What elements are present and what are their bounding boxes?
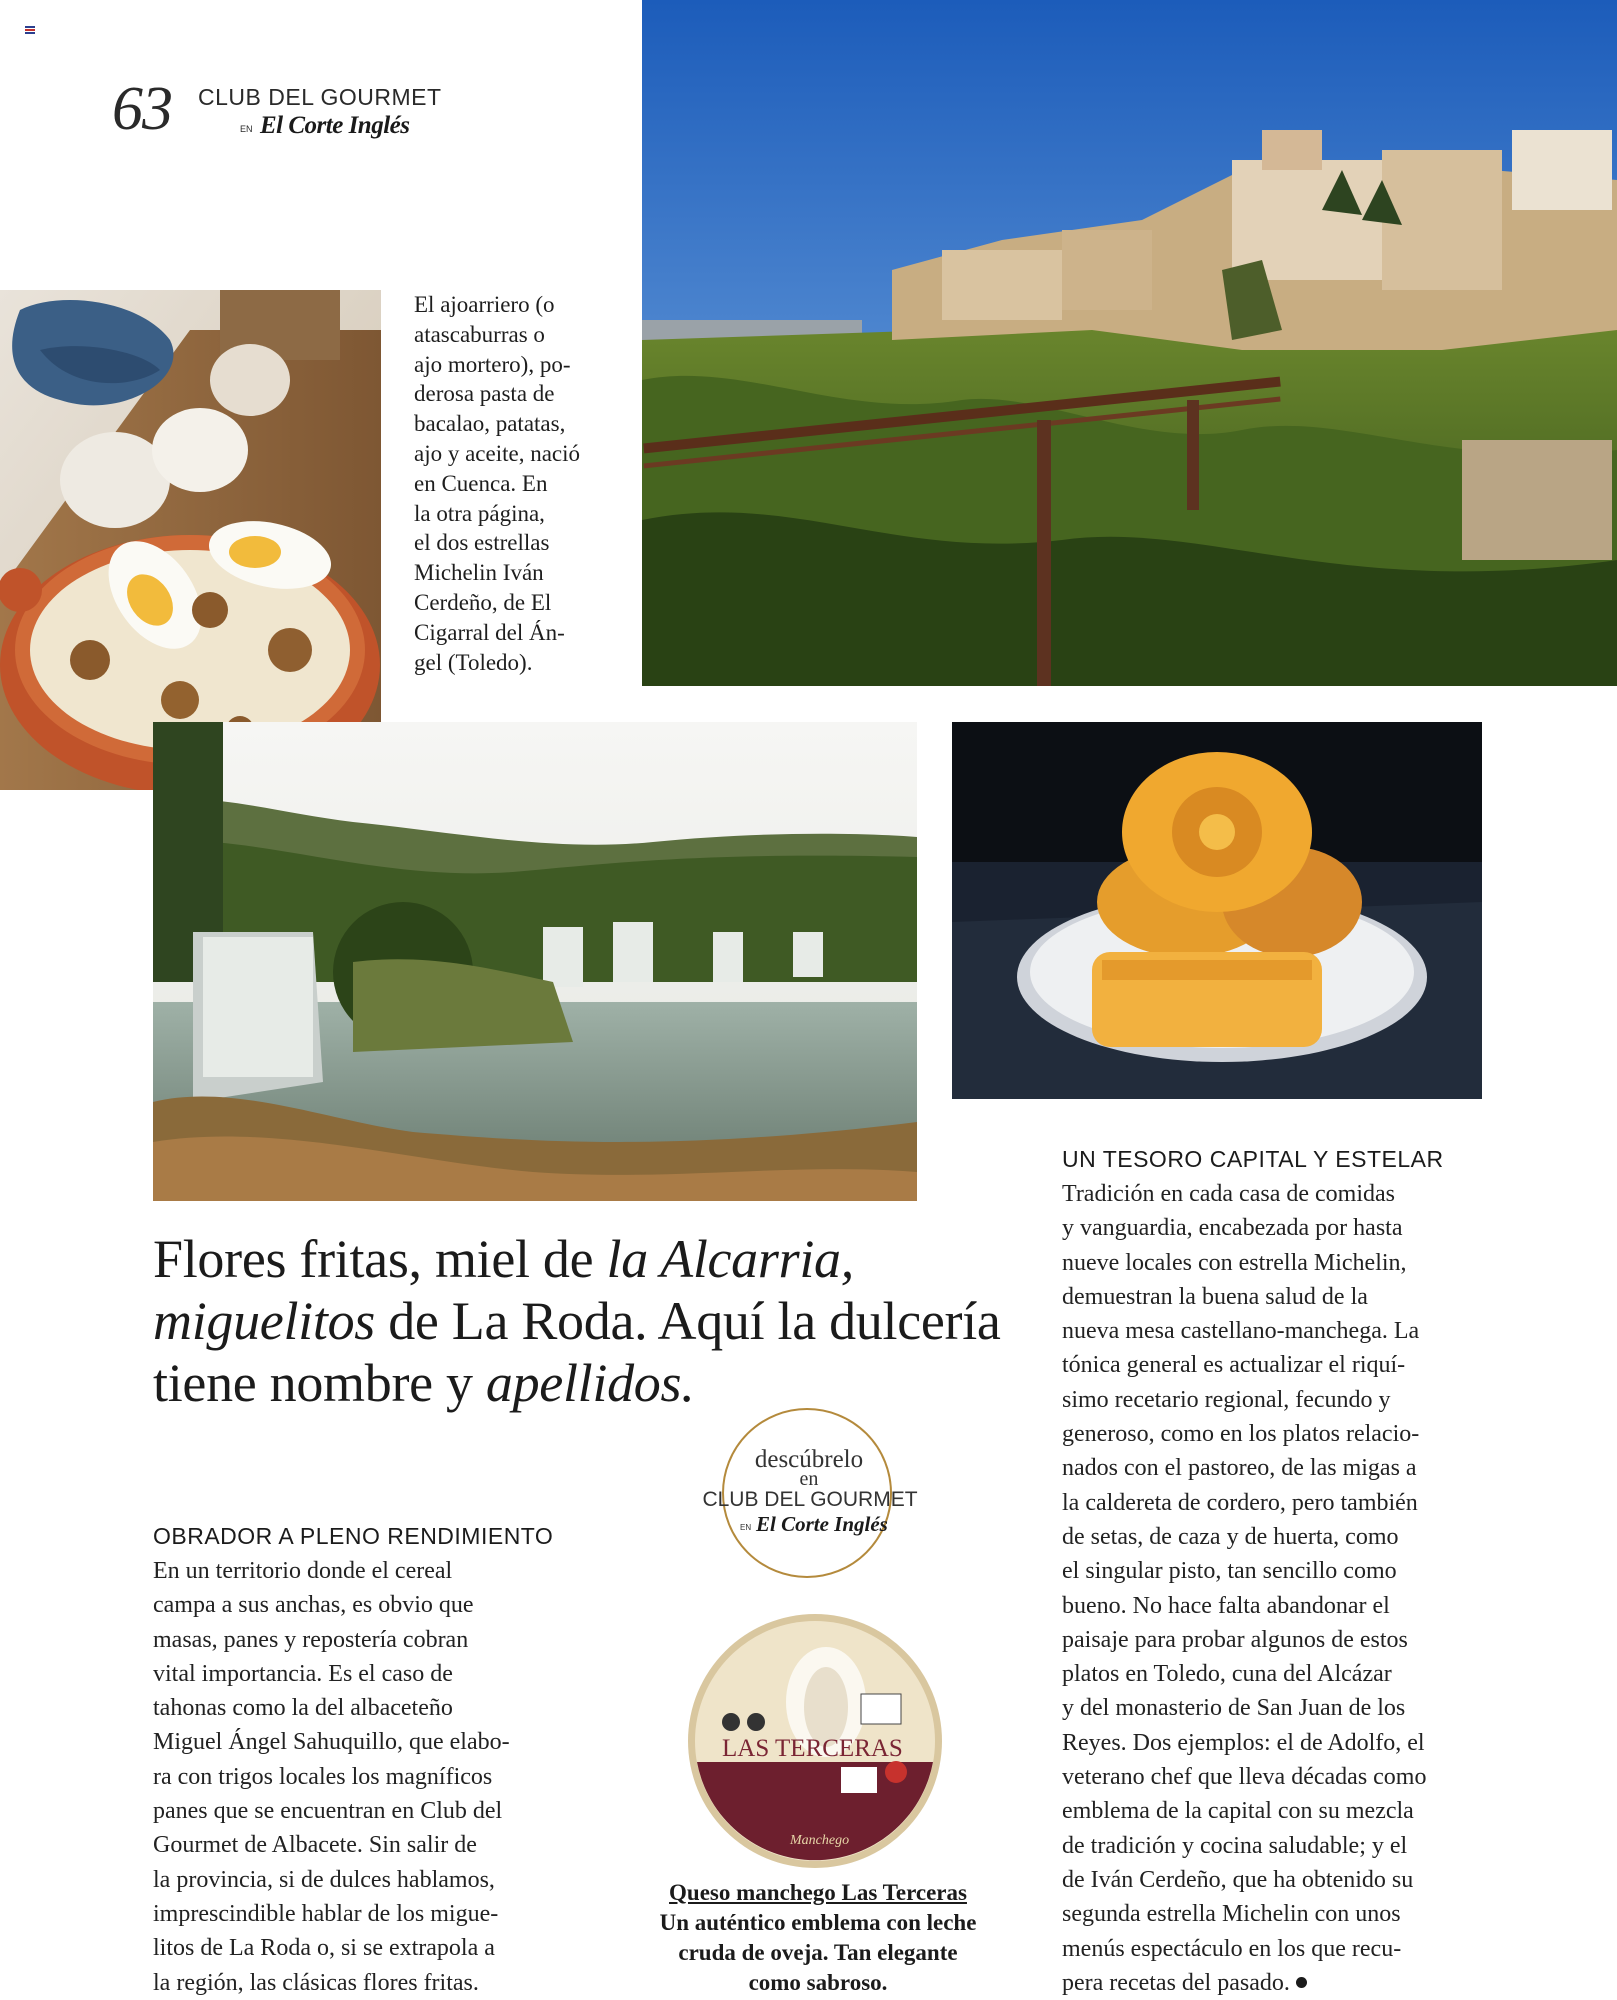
ajoarriero-photo xyxy=(0,290,381,790)
section-title-tesoro: UN TESORO CAPITAL Y ESTELAR xyxy=(1062,1146,1444,1172)
section-title-obrador: OBRADOR A PLENO RENDIMIENTO xyxy=(153,1523,554,1549)
headline-part: de La Roda. Aquí la dulcería xyxy=(375,1291,1001,1351)
waterfall-photo xyxy=(153,722,917,1201)
headline xyxy=(153,1228,1033,1414)
headline-italic: miguelitos xyxy=(153,1291,375,1351)
section-body-obrador: En un territorio donde el cereal campa a sus anchas, es obvio que masas, panes y repostería cobran vital importancia. Es el caso de tahonas como la del albaceteño Miguel Ángel Sahuquillo, que elabo- ra con trigos locales los magníficos panes que se encuentran en Club del Gourmet de Albacete. Sin salir de la provincia, si de dulces hablamos, imprescindible hablar de los migue- litos de La Roda o, si se extrapola a la región, las clásicas flores fritas. xyxy=(153,1558,510,1996)
photo-caption: El ajoarriero (o atascaburras o ajo mortero), po- derosa pasta de bacalao, patatas, ajo y aceite, nació en Cuenca. En la otra página, el dos estrellas Michelin Iván Cerdeño, de El Cigarral del Án- gel (Toledo). xyxy=(414,292,581,675)
flores-fritas-photo xyxy=(952,722,1482,1099)
headline-italic: la Alcarria, xyxy=(606,1229,854,1289)
cheese-line: Un auténtico emblema con leche xyxy=(659,1910,977,1935)
seal-text-descubrelo: descúbrelo xyxy=(754,1446,864,1473)
seal-text-en: en xyxy=(799,1468,819,1490)
seal-text-club: CLUB DEL GOURMET xyxy=(702,1488,918,1511)
cuenca-photo xyxy=(642,0,1617,686)
brand-logo: El Corte Inglés xyxy=(260,112,410,139)
page-number: 63 xyxy=(112,75,172,143)
headline-italic: apellidos. xyxy=(485,1353,695,1413)
seal-brand-logo: El Corte Inglés xyxy=(756,1512,888,1536)
headline-part: Flores fritas, miel de xyxy=(153,1229,607,1289)
club-title: CLUB DEL GOURMET xyxy=(198,84,442,110)
cheese-title: Queso manchego Las Terceras xyxy=(669,1880,967,1905)
cheese-caption xyxy=(630,1878,1006,1998)
cheese-label-brand: LAS TERCERAS xyxy=(722,1735,903,1762)
end-mark-icon xyxy=(1296,1977,1307,1988)
cheese-line: cruda de oveja. Tan elegante xyxy=(678,1940,958,1965)
seal-brand-en: EN xyxy=(740,1523,752,1532)
club-en: EN xyxy=(240,124,253,134)
cheese-line: como sabroso. xyxy=(748,1970,888,1995)
cheese-label-type: Manchego xyxy=(790,1833,850,1848)
cheese-photo xyxy=(686,1612,944,1870)
flag-icon xyxy=(25,26,35,34)
section-body-tesoro xyxy=(1062,1177,1512,2000)
section-body-text: Tradición en cada casa de comidas y vanguardia, encabezada por hasta nueve locales con estrella Michelin, demuestran la buena salud de la nueva mesa castellano-manchega. La tónica general es actualizar el riquí- simo recetario regional, fecundo y generoso, como en los platos relacio- nados con el pastoreo, de las migas a la caldereta de cordero, pero también de setas, de caza y de huerta, como el singular pisto, tan sencillo como bueno. No hace falta abandonar el paisaje para probar algunos de estos platos en Toledo, cuna del Alcázar y del monasterio de San Juan de los Reyes. Dos ejemplos: el de Adolfo, el veterano chef que lleva décadas como emblema de la capital con su mezcla de tradición y cocina saludable; y el de Iván Cerdeño, que ha obtenido su segunda estrella Michelin con unos menús espectáculo en los que recu- pera recetas del pasado. xyxy=(1062,1181,1427,1996)
headline-part: tiene nombre y xyxy=(153,1353,486,1413)
